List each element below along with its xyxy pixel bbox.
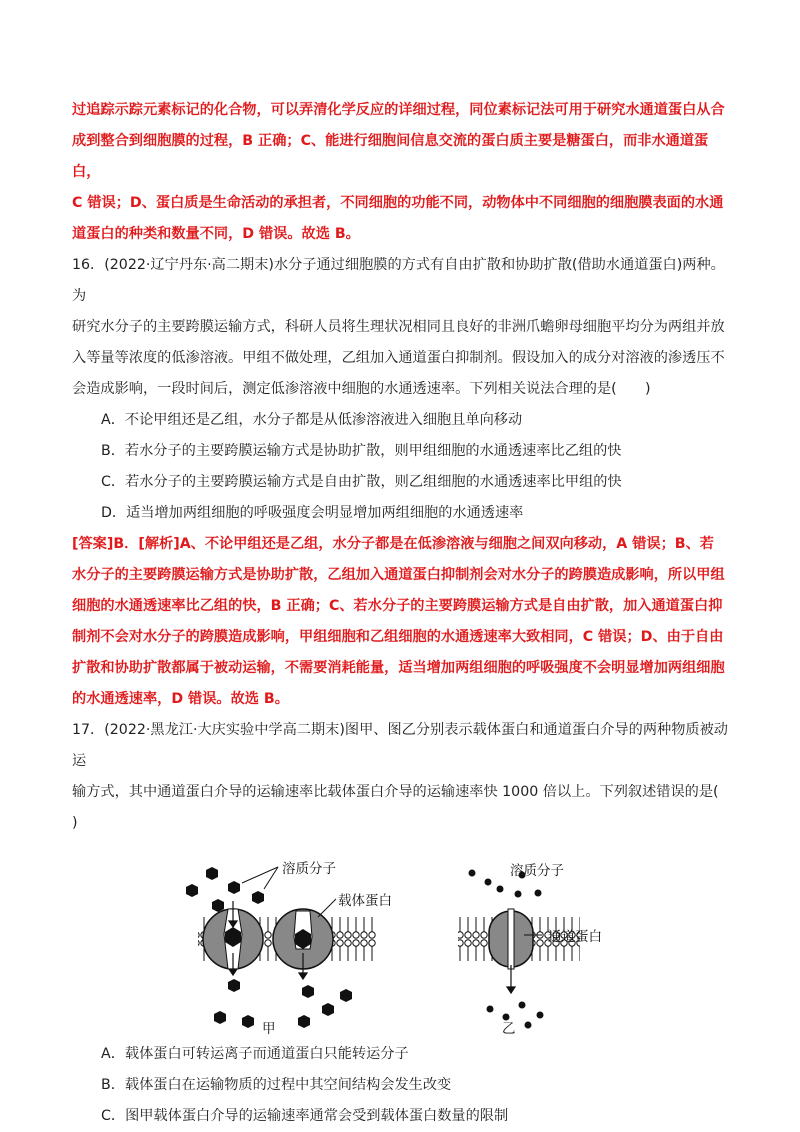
- answer-line: 制剂不会对水分子的跨膜造成影响，甲组细胞和乙组细胞的水通透速率大致相同，C 错误；D、由于自由: [72, 629, 724, 645]
- question-stem-line: 输方式，其中通道蛋白介导的运输速率比载体蛋白介导的运输速率快 1000 倍以上。下列叙述错误的是(: [72, 784, 719, 800]
- label-jia: 甲: [262, 1021, 276, 1037]
- option-c: C．若水分子的主要跨膜运输方式是自由扩散，则乙组细胞的水通透速率比甲组的快: [101, 474, 622, 490]
- answer-line: C 错误；D、蛋白质是生命活动的承担者，不同细胞的功能不同，动物体中不同细胞的细胞膜表面的水通: [72, 195, 724, 211]
- label-channel-protein: 通道蛋白: [548, 929, 602, 945]
- answer-line: [答案]B．[解析]A、不论甲组还是乙组，水分子都是在低渗溶液与细胞之间双向移动，A 错误；B、若: [72, 536, 714, 552]
- question-stem-line: 16．(2022·辽宁丹东·高二期末)水分子通过细胞膜的方式有自由扩散和协助扩散(借助水通道蛋白)两种。为: [72, 257, 725, 304]
- answer-explanation: [72, 529, 728, 715]
- question-17: [72, 715, 728, 1132]
- question-stem-line: ): [72, 815, 78, 831]
- transport-figure: [72, 839, 728, 1039]
- option-a: A．载体蛋白可转运离子而通道蛋白只能转运分子: [101, 1046, 409, 1062]
- label-solute-right: 溶质分子: [510, 863, 564, 879]
- answer-line: 细胞的水通透速率比乙组的快，B 正确；C、若水分子的主要跨膜运输方式是自由扩散，加入通道蛋白抑: [72, 598, 723, 614]
- membrane-diagram: [72, 839, 728, 1039]
- answer-line: 道蛋白的种类和数量不同，D 错误。故选 B。: [72, 226, 360, 242]
- answer-line: 过追踪示踪元素标记的化合物，可以弄清化学反应的详细过程，同位素标记法可用于研究水通道蛋白从合: [72, 102, 725, 118]
- question-stem-line: 会造成影响，一段时间后，测定低渗溶液中细胞的水通透速率。下列相关说法合理的是( ): [72, 381, 651, 397]
- answer-line: 扩散和协助扩散都属于被动运输，不需要消耗能量，适当增加两组细胞的呼吸强度不会明显增加两组细胞: [72, 660, 725, 676]
- option-b: B．若水分子的主要跨膜运输方式是协助扩散，则甲组细胞的水通透速率比乙组的快: [101, 443, 622, 459]
- question-16: [72, 250, 728, 715]
- label-solute-left: 溶质分子: [282, 861, 336, 877]
- question-stem-line: 入等量等浓度的低渗溶液。甲组不做处理，乙组加入通道蛋白抑制剂。假设加入的成分对溶液的渗透压不: [72, 350, 725, 366]
- page-content: [72, 95, 728, 1132]
- option-b: B．载体蛋白在运输物质的过程中其空间结构会发生改变: [101, 1077, 452, 1093]
- question-stem-line: 17．(2022·黑龙江·大庆实验中学高二期末)图甲、图乙分别表示载体蛋白和通道蛋白介导的两种物质被动运: [72, 722, 728, 769]
- option-c: C．图甲载体蛋白介导的运输速率通常会受到载体蛋白数量的限制: [101, 1108, 509, 1124]
- label-yi: 乙: [502, 1021, 516, 1037]
- question-stem-line: 研究水分子的主要跨膜运输方式，科研人员将生理状况相同且良好的非洲爪蟾卵母细胞平均分为两组并放: [72, 319, 725, 335]
- option-d: D．适当增加两组细胞的呼吸强度会明显增加两组细胞的水通透速率: [101, 505, 524, 521]
- previous-answer: [72, 95, 728, 250]
- option-a: A．不论甲组还是乙组，水分子都是从低渗溶液进入细胞且单向移动: [101, 412, 523, 428]
- answer-line: 水分子的主要跨膜运输方式是协助扩散，乙组加入通道蛋白抑制剂会对水分子的跨膜造成影响，所以甲组: [72, 567, 725, 583]
- label-carrier-protein: 载体蛋白: [338, 893, 392, 909]
- answer-line: 成到整合到细胞膜的过程，B 正确；C、能进行细胞间信息交流的蛋白质主要是糖蛋白，而非水通道蛋白，: [72, 133, 709, 180]
- channel-protein-icon: [489, 909, 533, 969]
- answer-line: 的水通透速率，D 错误。故选 B。: [72, 691, 289, 707]
